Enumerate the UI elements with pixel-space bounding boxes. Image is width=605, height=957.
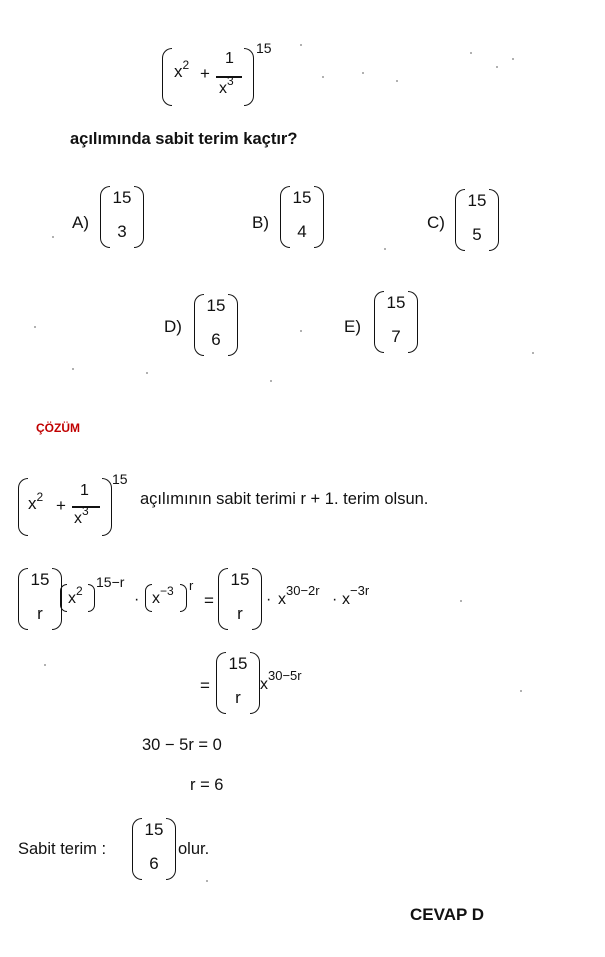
numerator: 1	[225, 50, 234, 67]
binomial: 15 3	[100, 186, 144, 250]
binomial: 15 r	[218, 568, 262, 632]
result-suffix: olur.	[178, 840, 210, 858]
outer-exponent: 15	[256, 40, 272, 56]
result-prefix: Sabit terim :	[18, 840, 107, 858]
plus-sign: +	[200, 64, 210, 83]
binomial: 15 6	[194, 294, 238, 358]
left-paren	[162, 48, 172, 106]
option-label: B)	[252, 213, 269, 232]
question-prompt: açılımında sabit terim kaçtır?	[70, 130, 298, 148]
option-label: C)	[427, 213, 445, 232]
term-x-power: 2	[182, 58, 190, 72]
term-x: x	[174, 62, 183, 81]
solution-line-4: r = 6	[190, 776, 224, 794]
right-paren	[244, 48, 254, 106]
solution-intro-text: açılımının sabit terimi r + 1. terim olsun.	[140, 490, 429, 508]
option-label: A)	[72, 213, 89, 232]
binomial: 15 4	[280, 186, 324, 250]
solution-heading: ÇÖZÜM	[36, 421, 80, 435]
binomial: 15 r	[216, 652, 260, 716]
denominator-power: 3	[227, 74, 234, 88]
option-label: E)	[344, 317, 361, 336]
binomial: 15 r	[18, 568, 62, 632]
option-label: D)	[164, 317, 182, 336]
answer-label: CEVAP D	[410, 905, 485, 924]
binomial: 15 7	[374, 291, 418, 355]
result-binomial: 15 6	[132, 818, 176, 882]
binomial: 15 5	[455, 189, 499, 253]
denominator-x: x	[219, 80, 227, 97]
solution-line-3: 30 − 5r = 0	[142, 736, 222, 754]
